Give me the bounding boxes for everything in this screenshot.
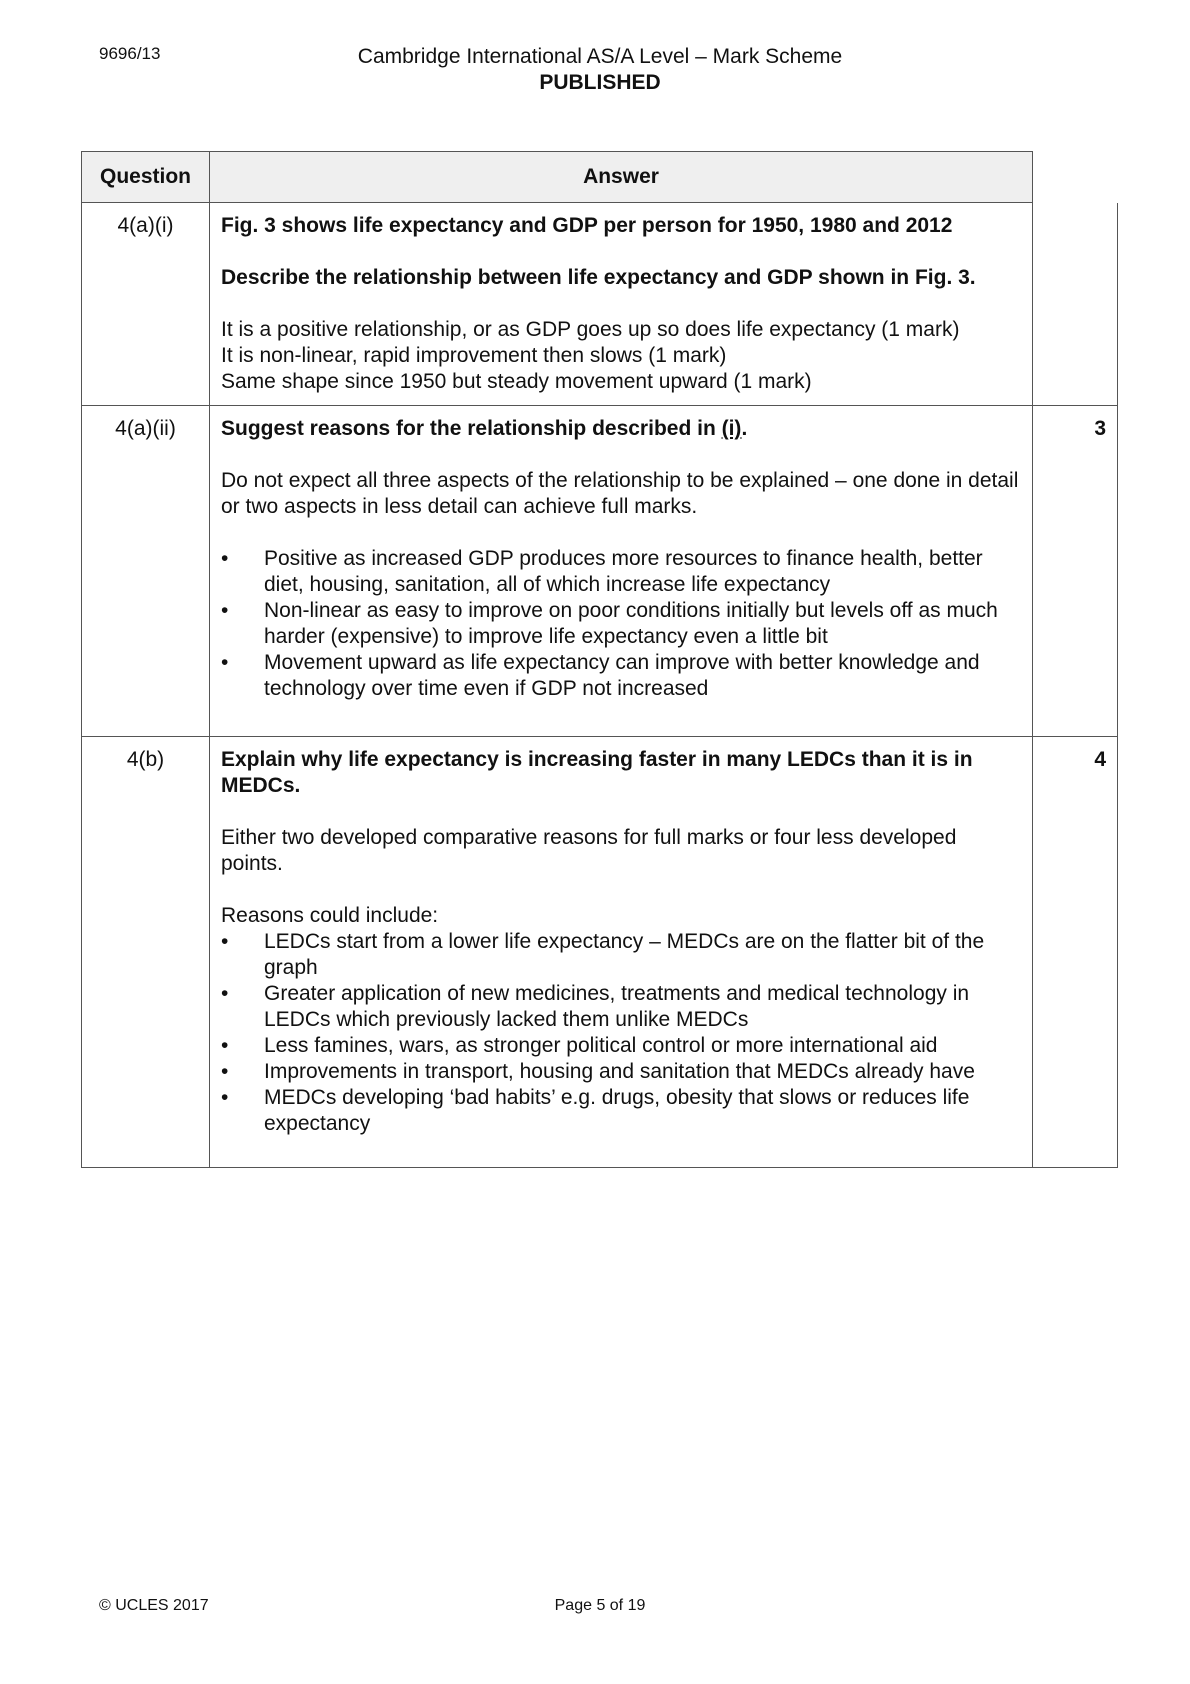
question-number: 4(a)(i) [82,203,210,406]
answer-line: Same shape since 1950 but steady movement upward (1 mark) [221,370,812,393]
marks-cell: 3 [1033,406,1118,737]
answer-line: It is a positive relationship, or as GDP goes up so does life expectancy (1 mark) [221,318,960,341]
mark-scheme-table [81,151,1118,1168]
answer-cell [210,406,1033,737]
marking-note: Either two developed comparative reasons for full marks or four less developed points. [221,826,957,875]
marking-note: Do not expect all three aspects of the relationship to be explained – one done in detail or two aspects in less detail can achieve full marks. [221,469,1019,518]
question-number: 4(a)(ii) [82,406,210,737]
answer-cell [210,737,1033,1168]
footer-page-number: Page 5 of 19 [554,1597,646,1614]
question-prompt: Explain why life expectancy is increasing faster in many LEDCs than it is in MEDCs. [221,748,973,797]
list-item: • Greater application of new medicines, treatments and medical technology in LEDCs which previously lacked them unlike MEDCs [221,982,970,1031]
list-item: • Non-linear as easy to improve on poor conditions initially but levels off as much harder (expensive) to improve life expectancy even a little bit [221,599,998,648]
bullet-icon: • [221,1086,229,1109]
header-status: PUBLISHED [539,71,661,94]
question-prompt: Fig. 3 shows life expectancy and GDP per person for 1950, 1980 and 2012 [221,214,953,237]
bullet-icon: • [221,1060,229,1083]
bullet-icon: • [221,982,229,1005]
table-row [82,406,1118,737]
question-prompt: Suggest reasons for the relationship described in (i). [221,417,748,440]
answer-bullet-list [221,546,1022,702]
table-header-row [82,152,1118,203]
marks-cell [1033,203,1118,406]
page-header [0,44,1190,96]
marks-cell: 4 [1033,737,1118,1168]
bullet-icon: • [221,651,229,674]
table-row [82,737,1118,1168]
bullet-icon: • [221,599,229,622]
answer-cell [210,203,1033,406]
bullet-icon: • [221,930,229,953]
bullet-icon: • [221,547,229,570]
header-title: Cambridge International AS/A Level – Mark Scheme [357,45,843,68]
bullet-icon: • [221,1034,229,1057]
list-item: • MEDCs developing ‘bad habits’ e.g. drugs, obesity that slows or reduces life expectancy [221,1086,970,1135]
column-header-answer: Answer [210,152,1033,203]
reasons-intro: Reasons could include: [221,904,439,927]
list-item: • LEDCs start from a lower life expectancy – MEDCs are on the flatter bit of the graph [221,930,985,979]
list-item: • Movement upward as life expectancy can improve with better knowledge and technology over time even if GDP not increased [221,651,980,700]
list-item: • Less famines, wars, as stronger political control or more international aid [221,1034,938,1057]
table-row [82,203,1118,406]
question-number: 4(b) [82,737,210,1168]
answer-bullet-list [221,929,1022,1137]
list-item: • Improvements in transport, housing and sanitation that MEDCs already have [221,1060,975,1083]
footer-copyright: © UCLES 2017 [99,1597,209,1614]
answer-line: It is non-linear, rapid improvement then slows (1 mark) [221,344,727,367]
paper-code: 9696/13 [99,44,161,63]
question-prompt: Describe the relationship between life expectancy and GDP shown in Fig. 3. [221,266,976,289]
list-item: • Positive as increased GDP produces more resources to finance health, better diet, housing, sanitation, all of which increase life expectancy [221,547,983,596]
column-header-question: Question [82,152,210,203]
part-reference: (i) [721,417,742,440]
column-header-marks [1033,152,1118,203]
